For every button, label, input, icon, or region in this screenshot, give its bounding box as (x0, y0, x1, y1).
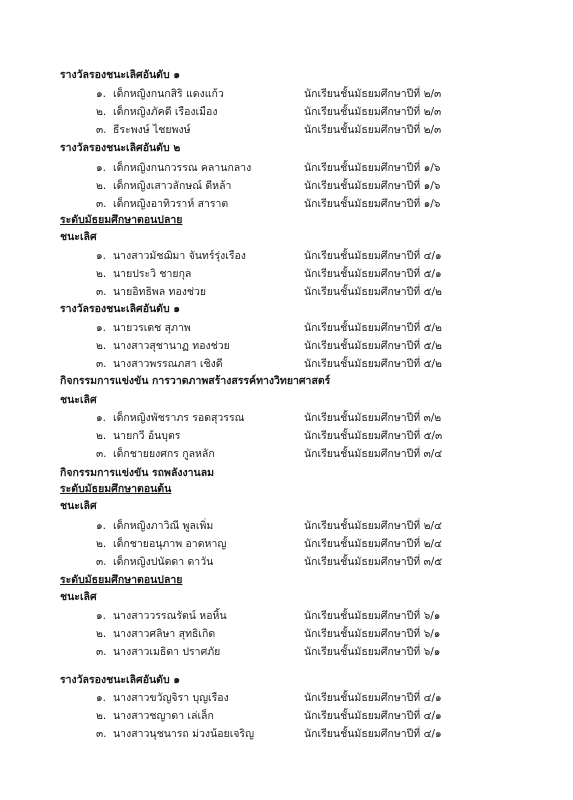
student-class: นักเรียนชั้นมัธยมศึกษาปีที่ ๖/๑ (304, 628, 441, 640)
student-name: เด็กหญิงภัคดี เรืองเมือง (113, 106, 218, 118)
student-class: นักเรียนชั้นมัธยมศึกษาปีที่ ๕/๒ (304, 322, 442, 334)
award-entry (0, 608, 573, 625)
student-name: นายอิทธิพล ทองช่วย (113, 286, 207, 298)
student-class: นักเรียนชั้นมัธยมศึกษาปีที่ ๕/๒ (304, 340, 442, 352)
award-entry (0, 178, 573, 195)
entry-number: ๒. (96, 430, 107, 442)
section-heading: รางวัลรองชนะเลิศอันดับ ๒ (60, 142, 181, 154)
entry-number: ๑. (96, 250, 107, 262)
student-name: นางสาวขวัญจิรา บุญเรือง (113, 692, 229, 704)
entry-number: ๒. (96, 710, 107, 722)
student-class: นักเรียนชั้นมัธยมศึกษาปีที่ ๕/๓ (304, 430, 443, 442)
entry-number: ๑. (96, 322, 107, 334)
entry-number: ๓. (96, 556, 107, 568)
student-name: เด็กหญิงภาวิณี พูลเพิ่ม (113, 520, 214, 532)
entry-number: ๓. (96, 286, 107, 298)
award-entry (0, 284, 573, 301)
student-class: นักเรียนชั้นมัธยมศึกษาปีที่ ๖/๑ (304, 610, 441, 622)
award-entry (0, 626, 573, 643)
student-name: นายวรเดช สุภาพ (113, 322, 191, 334)
student-name: เด็กหญิงอาทิวราห์ สาราต (113, 198, 229, 210)
student-class: นักเรียนชั้นมัธยมศึกษาปีที่ ๖/๑ (304, 646, 441, 658)
section-heading: รางวัลรองชนะเลิศอันดับ ๑ (60, 674, 180, 686)
entry-number: ๓. (96, 198, 107, 210)
student-class: นักเรียนชั้นมัธยมศึกษาปีที่ ๓/๔ (304, 448, 443, 460)
award-entry (0, 320, 573, 337)
student-name: เด็กหญิงเสาวลักษณ์ ดีหล้า (113, 180, 232, 192)
student-class: นักเรียนชั้นมัธยมศึกษาปีที่ ๔/๑ (304, 692, 442, 704)
section-heading: ระดับมัธยมศึกษาตอนปลาย (60, 574, 183, 586)
entry-number: ๓. (96, 448, 107, 460)
student-name: นางสาวพรรณภสา เชิงดี (113, 358, 223, 370)
award-entry (0, 446, 573, 463)
award-entry (0, 356, 573, 373)
student-name: เด็กหญิงพัชราภร รอดสุวรรณ (113, 412, 245, 424)
entry-number: ๓. (96, 358, 107, 370)
section-heading: ชนะเลิศ (60, 500, 97, 512)
student-class: นักเรียนชั้นมัธยมศึกษาปีที่ ๔/๑ (304, 728, 442, 740)
award-entry (0, 726, 573, 743)
student-class: นักเรียนชั้นมัธยมศึกษาปีที่ ๒/๔ (304, 538, 442, 550)
award-entry (0, 644, 573, 661)
student-name: นายกวี อ้นบุตร (113, 430, 181, 442)
student-class: นักเรียนชั้นมัธยมศึกษาปีที่ ๔/๑ (304, 710, 442, 722)
student-class: นักเรียนชั้นมัธยมศึกษาปีที่ ๕/๑ (304, 268, 442, 280)
student-class: นักเรียนชั้นมัธยมศึกษาปีที่ ๒/๓ (304, 106, 442, 118)
entry-number: ๑. (96, 610, 107, 622)
student-class: นักเรียนชั้นมัธยมศึกษาปีที่ ๕/๒ (304, 286, 442, 298)
section-heading: ชนะเลิศ (60, 231, 97, 243)
award-entry (0, 536, 573, 553)
award-entry (0, 428, 573, 445)
award-entry (0, 690, 573, 707)
section-heading: กิจกรรมการแข่งขัน รถพลังงานลม (60, 467, 215, 479)
student-class: นักเรียนชั้นมัธยมศึกษาปีที่ ๒/๔ (304, 520, 442, 532)
award-entry (0, 708, 573, 725)
student-class: นักเรียนชั้นมัธยมศึกษาปีที่ ๔/๑ (304, 250, 442, 262)
student-class: นักเรียนชั้นมัธยมศึกษาปีที่ ๑/๖ (304, 198, 441, 210)
student-name: นางสาววรรณรัตน์ หอหิ้น (113, 610, 227, 622)
student-name: นางสาวเมธิดา ปราศภัย (113, 646, 221, 658)
student-name: นายประวิ ชายกุล (113, 268, 192, 280)
student-name: เด็กหญิงกนกวรรณ คลานกลาง (113, 162, 252, 174)
section-heading: ระดับมัธยมศึกษาตอนต้น (60, 483, 172, 495)
section-heading: ชนะเลิศ (60, 591, 97, 603)
entry-number: ๓. (96, 728, 107, 740)
award-entry (0, 410, 573, 427)
student-class: นักเรียนชั้นมัธยมศึกษาปีที่ ๒/๓ (304, 124, 442, 136)
award-entry (0, 554, 573, 571)
entry-number: ๑. (96, 412, 107, 424)
student-class: นักเรียนชั้นมัธยมศึกษาปีที่ ๒/๓ (304, 88, 442, 100)
entry-number: ๓. (96, 646, 107, 658)
award-entry (0, 122, 573, 139)
entry-number: ๓. (96, 124, 107, 136)
section-heading: รางวัลรองชนะเลิศอันดับ ๑ (60, 69, 180, 81)
entry-number: ๒. (96, 106, 107, 118)
award-entry (0, 518, 573, 535)
entry-number: ๑. (96, 692, 107, 704)
student-name: เด็กชายอนุภาพ อาดหาญ (113, 538, 227, 550)
award-entry (0, 338, 573, 355)
student-class: นักเรียนชั้นมัธยมศึกษาปีที่ ๑/๖ (304, 162, 441, 174)
entry-number: ๒. (96, 268, 107, 280)
student-name: นางสาวชญาดา เล่เล็ก (113, 710, 214, 722)
award-entry (0, 86, 573, 103)
student-name: ธีระพงษ์ ไชยพงษ์ (113, 124, 191, 136)
award-entry (0, 104, 573, 121)
student-class: นักเรียนชั้นมัธยมศึกษาปีที่ ๑/๖ (304, 180, 441, 192)
entry-number: ๑. (96, 162, 107, 174)
award-entry (0, 196, 573, 213)
entry-number: ๒. (96, 628, 107, 640)
section-heading: รางวัลรองชนะเลิศอันดับ ๑ (60, 303, 180, 315)
award-entry (0, 248, 573, 265)
award-entry (0, 266, 573, 283)
award-entry (0, 160, 573, 177)
student-class: นักเรียนชั้นมัธยมศึกษาปีที่ ๓/๒ (304, 412, 442, 424)
entry-number: ๒. (96, 538, 107, 550)
student-name: นางสาวนุชนารถ ม่วงน้อยเจริญ (113, 728, 255, 740)
student-name: นางสาวมัชฌิมา จันทร์รุ่งเรือง (113, 250, 246, 262)
entry-number: ๒. (96, 180, 107, 192)
entry-number: ๑. (96, 520, 107, 532)
section-heading: ชนะเลิศ (60, 394, 97, 406)
entry-number: ๒. (96, 340, 107, 352)
student-name: นางสาวศลิษา สุทธิเกิด (113, 628, 216, 640)
section-heading: ระดับมัธยมศึกษาตอนปลาย (60, 214, 183, 226)
student-name: เด็กหญิงกนกสิริ แดงแก้ว (113, 88, 224, 100)
student-name: เด็กชายยงศกร กูลหลัก (113, 448, 215, 460)
student-class: นักเรียนชั้นมัธยมศึกษาปีที่ ๕/๒ (304, 358, 442, 370)
student-name: เด็กหญิงปนัดดา ดาวัน (113, 556, 214, 568)
student-name: นางสาวสุชานาฏ ทองช่วย (113, 340, 230, 352)
entry-number: ๑. (96, 88, 107, 100)
student-class: นักเรียนชั้นมัธยมศึกษาปีที่ ๓/๕ (304, 556, 443, 568)
section-heading: กิจกรรมการแข่งขัน การวาดภาพสร้างสรรค์ทางวิทยาศาสตร์ (60, 375, 331, 387)
